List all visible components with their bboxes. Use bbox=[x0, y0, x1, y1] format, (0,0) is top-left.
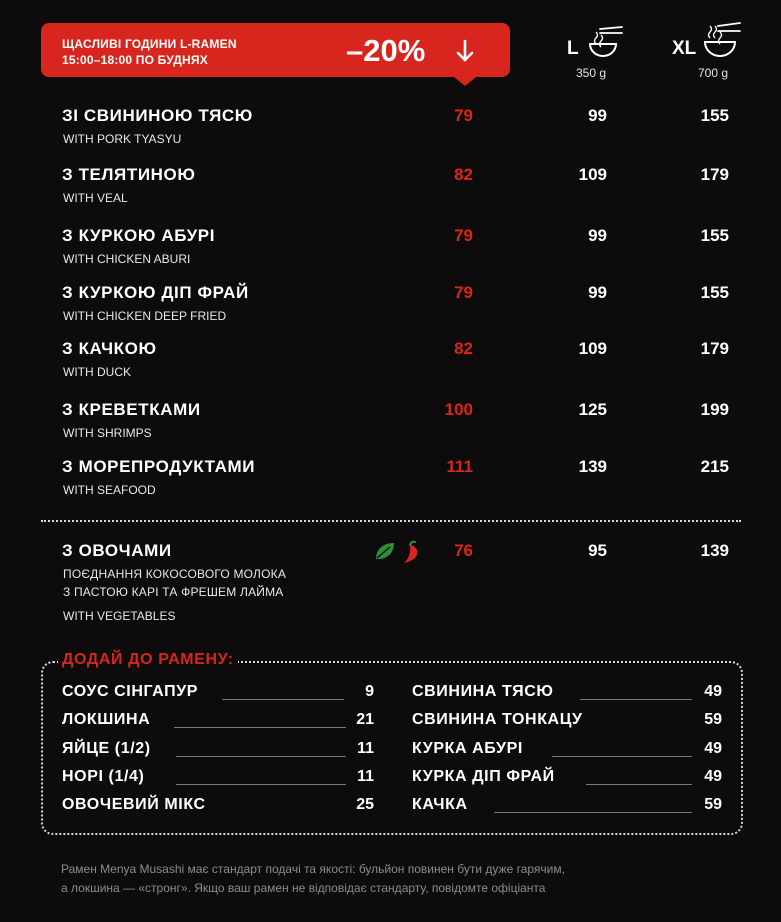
price-l: 139 bbox=[578, 457, 607, 476]
dish-subtitle: WITH PORK TYASYU bbox=[63, 132, 182, 146]
size-label-xl: XL bbox=[672, 38, 697, 59]
weight-l: 350 g bbox=[576, 66, 607, 80]
addon-item bbox=[62, 683, 374, 705]
leader-line bbox=[176, 784, 346, 785]
addon-price: 21 bbox=[356, 711, 374, 728]
price-l: 109 bbox=[578, 339, 607, 358]
quality-note-line2: а локшина — «стронг». Якщо ваш рамен не відповідає стандарту, повідомте офіціанта bbox=[61, 881, 546, 895]
diet-icons bbox=[374, 540, 424, 564]
addon-name: СВИНИНА ТОНКАЦУ bbox=[412, 711, 583, 728]
size-column-l bbox=[560, 24, 640, 84]
dish-subtitle: WITH CHICKEN ABURI bbox=[63, 252, 191, 266]
section-divider bbox=[41, 520, 741, 522]
price-xl: 155 bbox=[700, 226, 729, 245]
addons-title: ДОДАЙ ДО РАМЕНУ: bbox=[58, 651, 238, 669]
happy-hour-price: 79 bbox=[454, 283, 473, 302]
price-l: 99 bbox=[588, 226, 607, 245]
dish-name: З МОРЕПРОДУКТАМИ bbox=[62, 457, 256, 476]
leader-line bbox=[176, 756, 346, 757]
dish-name: З КУРКОЮ ДІП ФРАЙ bbox=[62, 283, 249, 302]
leader-line bbox=[494, 812, 692, 813]
dish-name: З КУРКОЮ АБУРІ bbox=[62, 226, 216, 245]
dish-subtitle: WITH SHRIMPS bbox=[63, 426, 152, 440]
price-xl: 215 bbox=[700, 457, 729, 476]
happy-hour-price: 76 bbox=[454, 541, 473, 560]
dish-name: З КРЕВЕТКАМИ bbox=[62, 400, 201, 419]
happy-hour-price: 79 bbox=[454, 106, 473, 125]
addon-name: ЛОКШИНА bbox=[62, 711, 151, 728]
quality-note bbox=[61, 860, 565, 898]
price-xl: 139 bbox=[700, 541, 729, 560]
size-label-l: L bbox=[567, 38, 579, 59]
price-l: 99 bbox=[588, 106, 607, 125]
leader-line bbox=[174, 727, 346, 728]
leader-line bbox=[586, 784, 692, 785]
addon-item bbox=[412, 711, 722, 733]
addon-name: СВИНИНА ТЯСЮ bbox=[412, 683, 554, 700]
dish-subtitle: WITH VEAL bbox=[63, 191, 128, 205]
dish-name: ЗІ СВИНИНОЮ ТЯСЮ bbox=[62, 106, 253, 125]
addon-price: 9 bbox=[365, 683, 374, 700]
leader-line bbox=[222, 699, 344, 700]
addon-name: ОВОЧЕВИЙ МІКС bbox=[62, 796, 206, 813]
price-xl: 155 bbox=[700, 283, 729, 302]
addon-item bbox=[62, 711, 374, 733]
addon-price: 49 bbox=[704, 740, 722, 757]
happy-hour-price: 79 bbox=[454, 226, 473, 245]
dish-name: З ОВОЧАМИ bbox=[62, 541, 172, 560]
dish-name: З ТЕЛЯТИНОЮ bbox=[62, 165, 196, 184]
size-column-xl bbox=[670, 24, 750, 84]
price-xl: 179 bbox=[700, 339, 729, 358]
addon-item bbox=[412, 683, 722, 705]
happy-hour-price: 111 bbox=[446, 457, 473, 476]
addon-name: ЯЙЦЕ (1/2) bbox=[62, 740, 151, 757]
price-l: 109 bbox=[578, 165, 607, 184]
addon-name: СОУС СІНГАПУР bbox=[62, 683, 199, 700]
ramen-bowl-icon bbox=[588, 26, 626, 58]
weight-xl: 700 g bbox=[698, 66, 729, 80]
addon-price: 11 bbox=[357, 740, 374, 757]
addon-item bbox=[62, 740, 374, 762]
quality-note-line1: Рамен Menya Musashi має стандарт подачі та якості: бульйон повинен бути дуже гарячим, bbox=[61, 862, 565, 876]
dish-subtitle: WITH SEAFOOD bbox=[63, 483, 156, 497]
addon-price: 25 bbox=[356, 796, 374, 813]
happy-hours-title: ЩАСЛИВІ ГОДИНИ L-RAMEN bbox=[62, 37, 237, 51]
addon-price: 49 bbox=[704, 683, 722, 700]
dish-subtitle: WITH CHICKEN DEEP FRIED bbox=[63, 309, 227, 323]
price-xl: 179 bbox=[700, 165, 729, 184]
addon-item bbox=[412, 796, 722, 818]
dish-subtitle: WITH DUCK bbox=[63, 365, 131, 379]
discount-label: –20% bbox=[346, 33, 426, 68]
leader-line bbox=[580, 699, 692, 700]
arrow-down-icon bbox=[455, 39, 475, 63]
happy-hour-price: 82 bbox=[454, 165, 473, 184]
price-l: 125 bbox=[578, 400, 607, 419]
price-l: 95 bbox=[588, 541, 607, 560]
addon-name: КАЧКА bbox=[412, 796, 468, 813]
addon-price: 11 bbox=[357, 768, 374, 785]
price-xl: 199 bbox=[700, 400, 729, 419]
dish-name: З КАЧКОЮ bbox=[62, 339, 157, 358]
addon-item bbox=[412, 740, 722, 762]
dish-description-line1: ПОЄДНАННЯ КОКОСОВОГО МОЛОКА bbox=[63, 567, 287, 581]
addon-name: НОРІ (1/4) bbox=[62, 768, 145, 785]
happy-hours-time: 15:00–18:00 ПО БУДНЯХ bbox=[62, 53, 208, 67]
addon-price: 59 bbox=[704, 796, 722, 813]
price-l: 99 bbox=[588, 283, 607, 302]
addon-item bbox=[412, 768, 722, 790]
addon-name: КУРКА ДІП ФРАЙ bbox=[412, 768, 555, 785]
leaf-icon bbox=[376, 543, 394, 559]
addon-name: КУРКА АБУРІ bbox=[412, 740, 523, 757]
price-xl: 155 bbox=[700, 106, 729, 125]
happy-hours-banner bbox=[41, 23, 510, 77]
addon-item bbox=[62, 768, 374, 790]
dish-description-line2: З ПАСТОЮ КАРІ ТА ФРЕШЕМ ЛАЙМА bbox=[63, 585, 284, 599]
addon-price: 49 bbox=[704, 768, 722, 785]
ramen-bowl-icon bbox=[704, 22, 742, 58]
happy-hour-price: 100 bbox=[444, 400, 473, 419]
happy-hour-price: 82 bbox=[454, 339, 473, 358]
dish-subtitle: WITH VEGETABLES bbox=[63, 609, 176, 623]
addon-item bbox=[62, 796, 374, 818]
addon-price: 59 bbox=[704, 711, 722, 728]
leader-line bbox=[552, 756, 692, 757]
chili-pepper-icon bbox=[404, 542, 417, 563]
